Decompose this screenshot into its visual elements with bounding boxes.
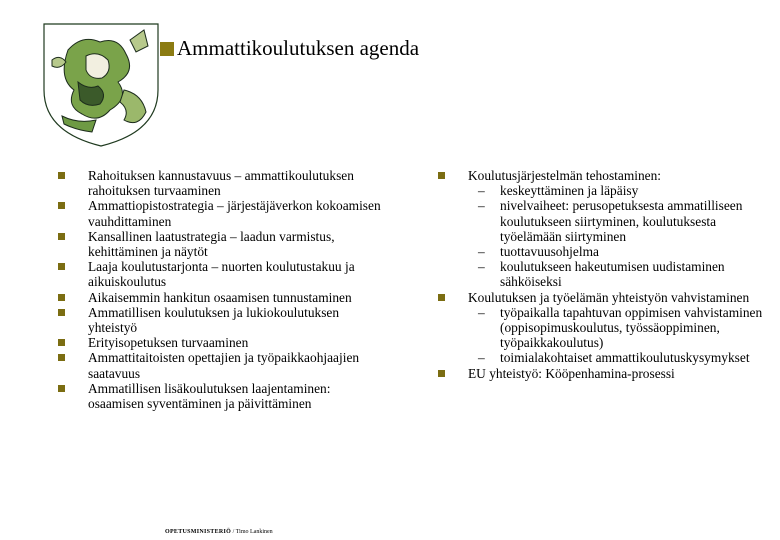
- sub-item-text: keskeyttäminen ja läpäisy: [500, 183, 639, 199]
- right-column: [436, 168, 776, 381]
- footer-author: Timo Lankinen: [235, 529, 273, 535]
- sub-item-text: tuottavuusohjelma: [500, 244, 599, 260]
- list-item-text: Erityisopetuksen turvaaminen: [88, 335, 249, 351]
- list-item: [56, 198, 386, 228]
- square-bullet-icon: [58, 294, 65, 301]
- dash-marker: –: [478, 244, 485, 260]
- list-item-text: Koulutusjärjestelmän tehostaminen:: [468, 168, 662, 183]
- square-bullet-icon: [58, 263, 65, 270]
- list-item-text: Ammatillisen koulutuksen ja lukiokoulutuksen yhteistyö: [88, 304, 340, 336]
- sub-list-item: [436, 259, 776, 289]
- list-item: [56, 350, 386, 380]
- list-item: [56, 259, 386, 289]
- list-item-text: Aikaisemmin hankitun osaamisen tunnustaminen: [88, 289, 352, 305]
- list-item-text: Ammattiopistostrategia – järjestäjäverkon kokoamisen vauhdittaminen: [88, 198, 381, 229]
- slide-title: Ammattikoulutuksen agenda: [177, 36, 420, 60]
- dash-marker: –: [478, 198, 485, 214]
- dash-marker: –: [478, 259, 485, 275]
- square-bullet-icon: [58, 202, 65, 209]
- left-column: [56, 168, 386, 411]
- list-item: [436, 366, 776, 381]
- list-item-text: Rahoituksen kannustavuus – ammattikoulutuksen rahoituksen turvaaminen: [88, 168, 354, 199]
- footer-text: /: [232, 529, 236, 535]
- list-item-text: Koulutuksen ja työelämän yhteistyön vahvistaminen: [468, 289, 750, 305]
- list-item: [56, 168, 386, 198]
- list-item: [56, 290, 386, 305]
- list-item-text: Kansallinen laatustrategia – laadun varmistus, kehittäminen ja näytöt: [88, 228, 335, 260]
- title-row: [160, 36, 419, 60]
- square-bullet-icon: [438, 172, 445, 179]
- dash-marker: –: [478, 350, 485, 366]
- sub-item-text: nivelvaiheet: perusopetuksesta ammatilliseen koulutukseen siirtyminen, koulutuksesta työelämään siirtyminen: [500, 198, 743, 244]
- square-bullet-icon: [438, 370, 445, 377]
- square-bullet-icon: [58, 309, 65, 316]
- list-item: [436, 168, 776, 183]
- dash-marker: –: [478, 304, 485, 320]
- list-item-text: EU yhteistyö: Kööpenhamina-prosessi: [468, 365, 675, 381]
- list-item-text: Laaja koulutustarjonta – nuorten koulutustakuu ja aikuiskoulutus: [88, 259, 355, 290]
- list-item: [56, 229, 386, 259]
- square-bullet-icon: [58, 354, 65, 361]
- square-bullet-icon: [58, 339, 65, 346]
- coat-of-arms-logo: [38, 20, 164, 148]
- list-item: [56, 381, 386, 411]
- sub-item-text: toimialakohtaiset ammattikoulutuskysymykset: [500, 350, 750, 366]
- sub-item-text: koulutukseen hakeutumisen uudistaminen sähköiseksi: [500, 259, 725, 290]
- square-bullet-icon: [58, 233, 65, 240]
- list-item: [56, 335, 386, 350]
- sub-list-item: [436, 305, 776, 351]
- footer: [165, 529, 273, 536]
- title-bullet-icon: [160, 42, 174, 56]
- dash-marker: –: [478, 183, 485, 199]
- footer-ministry: OPETUSMINISTERIÖ: [165, 529, 232, 535]
- sub-list-item: [436, 183, 776, 198]
- sub-list-item: [436, 198, 776, 244]
- square-bullet-icon: [438, 294, 445, 301]
- sub-list-item: [436, 244, 776, 259]
- sub-item-text: työpaikalla tapahtuvan oppimisen vahvistaminen (oppisopimuskoulutus, työssäoppiminen, työpaikkakoulutus): [500, 304, 763, 351]
- list-item: [56, 305, 386, 335]
- list-item-text: Ammatillisen lisäkoulutuksen laajentaminen: osaamisen syventäminen ja päivittäminen: [88, 380, 331, 412]
- square-bullet-icon: [58, 385, 65, 392]
- square-bullet-icon: [58, 172, 65, 179]
- sub-list-item: [436, 350, 776, 365]
- list-item-text: Ammattitaitoisten opettajien ja työpaikkaohjaajien saatavuus: [88, 350, 360, 381]
- list-item: [436, 290, 776, 305]
